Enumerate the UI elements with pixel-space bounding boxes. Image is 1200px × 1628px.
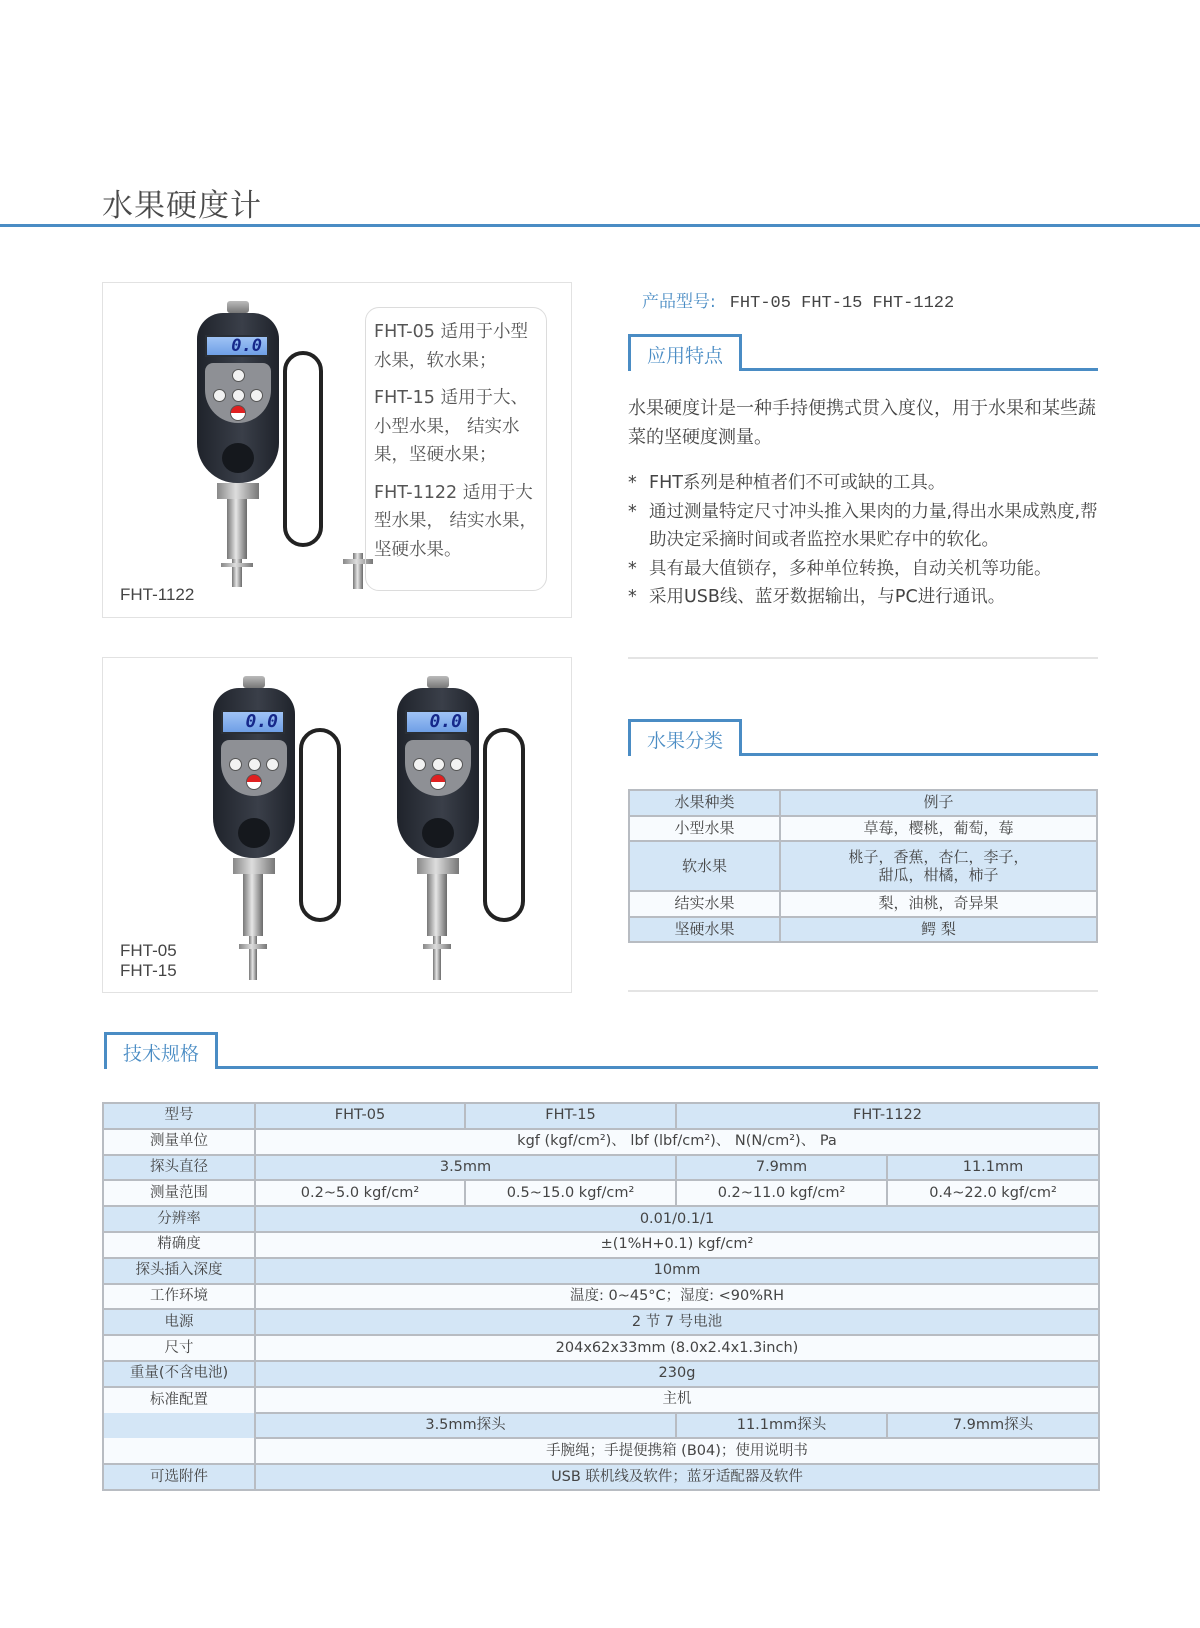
feature-list [628,469,1108,612]
callout-fht-1122: FHT-1122 适用于大型水果， 结实水果，坚硬水果。 [374,482,538,560]
product-models-label: 产品型号: [642,292,716,312]
table-row: 手腕绳；手提便携箱 (B04)；使用说明书 [103,1438,1099,1464]
section-header-specs [104,1032,1098,1069]
callout-fht-15: FHT-15 适用于大、小型水果， 结实水果，坚硬水果； [374,388,528,465]
table-row: 工作环境 温度: 0~45°C；湿度: <90%RH [103,1284,1099,1310]
feature-item: * 通过测量特定尺寸冲头推入果肉的力量,得出水果成熟度,帮助决定采摘时间或者监控水果贮存中的软化。 [628,501,1098,550]
section-title-features: 应用特点 [628,334,742,371]
table-row: 坚硬水果 鳄 梨 [629,917,1097,943]
table-row: 分辨率 0.01/0.1/1 [103,1206,1099,1232]
table-row: 测量范围 0.2~5.0 kgf/cm² 0.5~15.0 kgf/cm² 0.2~11.0 kgf/cm² 0.4~22.0 kgf/cm² [103,1180,1099,1206]
product-models [642,287,954,313]
fruit-classification-table [628,789,1098,943]
table-row: 结实水果 梨，油桃，奇异果 [629,891,1097,917]
model-label-fht-15: FHT-15 [120,961,177,980]
section-header-fruit [628,719,1098,756]
table-row: 可选附件 USB 联机线及软件；蓝牙适配器及软件 [103,1464,1099,1490]
section-title-specs: 技术规格 [104,1032,218,1069]
section-header-features [628,334,1098,371]
title-divider [0,224,1200,227]
table-row: 标准配置 主机 [103,1387,1099,1413]
table-row: 小型水果 草莓，樱桃，葡萄，莓 [629,816,1097,842]
product-image-fht-1122 [102,282,572,618]
table-row: 探头直径 3.5mm 7.9mm 11.1mm [103,1155,1099,1181]
section-title-fruit: 水果分类 [628,719,742,756]
product-description: 水果硬度计是一种手持便携式贯入度仪，用于水果和某些蔬菜的坚硬度测量。 [628,398,1096,448]
table-row: 精确度 ±(1%H+0.1) kgf/cm² [103,1232,1099,1258]
product-models-value: FHT-05 FHT-15 FHT-1122 [729,294,955,313]
model-usage-callout [365,307,547,591]
table-header-row: 水果种类 例子 [629,790,1097,816]
table-row: 电源 2 节 7 号电池 [103,1309,1099,1335]
table-header-row: 型号 FHT-05 FHT-15 FHT-1122 [103,1103,1099,1129]
divider [628,990,1098,992]
specifications-table [102,1102,1100,1491]
lcd-reading: 0.0 [405,710,469,734]
feature-item: * 采用USB线、蓝牙数据输出，与PC进行通讯。 [628,587,1006,607]
table-row: 测量单位 kgf (kgf/cm²)、 lbf (lbf/cm²)、 N(N/cm²)、 Pa [103,1129,1099,1155]
table-row: 尺寸 204x62x33mm (8.0x2.4x1.3inch) [103,1335,1099,1361]
lcd-reading: 0.0 [221,710,285,734]
model-label-fht-1122: FHT-1122 [120,585,195,604]
divider [628,657,1098,659]
lcd-reading: 0.0 [205,335,269,357]
product-image-fht-05-15 [102,657,572,993]
table-row: 软水果 桃子，香蕉，杏仁，李子， 甜瓜，柑橘，柿子 [629,841,1097,891]
page-title: 水果硬度计 [102,188,262,224]
callout-fht-05: FHT-05 适用于小型水果，软水果； [374,322,528,371]
table-row: 3.5mm探头 11.1mm探头 7.9mm探头 [103,1413,1099,1439]
table-row: 重量(不含电池) 230g [103,1361,1099,1387]
table-row: 探头插入深度 10mm [103,1258,1099,1284]
feature-item: * FHT系列是种植者们不可或缺的工具。 [628,473,946,493]
model-label-fht-05: FHT-05 [120,941,177,960]
feature-item: * 具有最大值锁存，多种单位转换，自动关机等功能。 [628,558,1052,579]
